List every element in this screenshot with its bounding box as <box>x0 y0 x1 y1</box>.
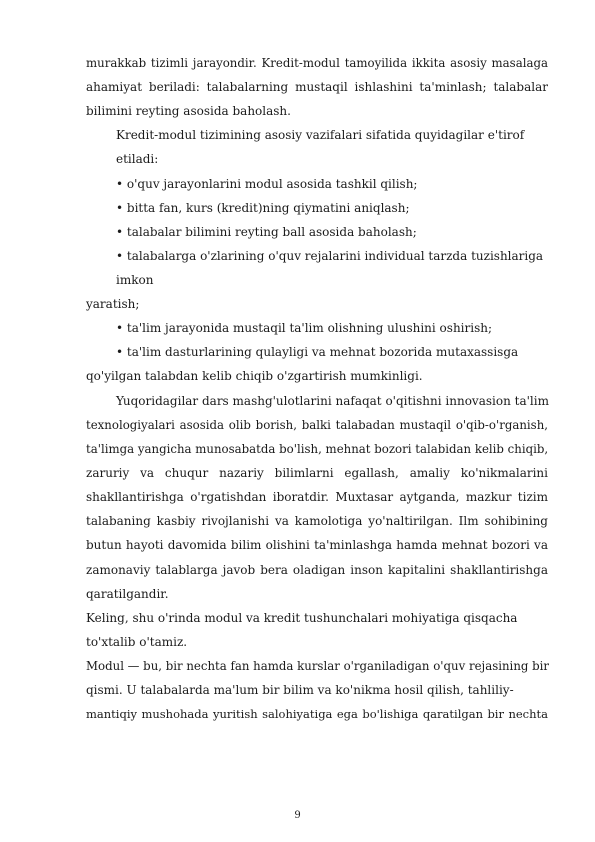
bullet-item: • talabalarga o'zlarining o'quv rejalarini individual tarzda tuzishlariga <box>116 249 544 263</box>
text-line: murakkab tizimli jarayondir. Kredit-modul tamoyilida ikkita asosiy masalaga <box>86 56 548 70</box>
text-line: bilimini reyting asosida baholash. <box>86 104 291 118</box>
text-line: ta'limga yangicha munosabatda bo'lish, mehnat bozori talabidan kelib chiqib, <box>86 442 549 456</box>
text-line: mantiqiy mushohada yuritish salohiyatiga ega bo'lishiga qaratilgan bir nechta <box>86 707 548 721</box>
text-line: Keling, shu o'rinda modul va kredit tushunchalari mohiyatiga qisqacha <box>86 611 518 625</box>
bullet-item: • talabalar bilimini reyting ball asosida baholash; <box>116 225 417 239</box>
bullet-item: • o'quv jarayonlarini modul asosida tashkil qilish; <box>116 177 418 191</box>
text-line: ahamiyat beriladi: talabalarning mustaqil ishlashini ta'minlash; talabalar <box>86 80 548 94</box>
text-line: qaratilgandir. <box>86 587 169 601</box>
text-line: zaruriy va chuqur nazariy bilimlarni egallash, amaliy ko'nikmalarini <box>86 466 548 480</box>
bullet-item: • ta'lim jarayonida mustaqil ta'lim olishning ulushini oshirish; <box>116 321 493 335</box>
text-line: butun hayoti davomida bilim olishini ta'minlashga hamda mehnat bozori va <box>86 538 548 552</box>
text-line: to'xtalib o'tamiz. <box>86 635 188 649</box>
bullet-item: • bitta fan, kurs (kredit)ning qiymatini aniqlash; <box>116 201 410 215</box>
page-number: 9 <box>294 810 301 821</box>
text-line: yaratish; <box>86 297 140 311</box>
text-line: texnologiyalari asosida olib borish, balki talabadan mustaqil o'qib-o'rganish, <box>86 418 548 432</box>
text-line: shakllantirishga o'rgatishdan iboratdir. Muxtasar aytganda, mazkur tizim <box>86 490 548 504</box>
bullet-item: • ta'lim dasturlarining qulayligi va mehnat bozorida mutaxassisga <box>116 345 519 359</box>
text-line: etiladi: <box>116 152 159 166</box>
text-line: Modul — bu, bir nechta fan hamda kurslar o'rganiladigan o'quv rejasining bir <box>86 659 550 673</box>
text-line: zamonaviy talablarga javob bera oladigan inson kapitalini shakllantirishga <box>86 563 548 577</box>
text-line: imkon <box>116 273 154 287</box>
text-line: talabaning kasbiy rivojlanishi va kamolotiga yo'naltirilgan. Ilm sohibining <box>86 514 548 528</box>
text-line: Yuqoridagilar dars mashg'ulotlarini nafaqat o'qitishni innovasion ta'lim <box>116 394 549 408</box>
text-line: qo'yilgan talabdan kelib chiqib o'zgartirish mumkinligi. <box>86 369 423 383</box>
text-line: Kredit-modul tizimining asosiy vazifalari sifatida quyidagilar e'tirof <box>116 128 525 142</box>
text-line: qismi. U talabalarda ma'lum bir bilim va ko'nikma hosil qilish, tahliliy- <box>86 683 514 697</box>
